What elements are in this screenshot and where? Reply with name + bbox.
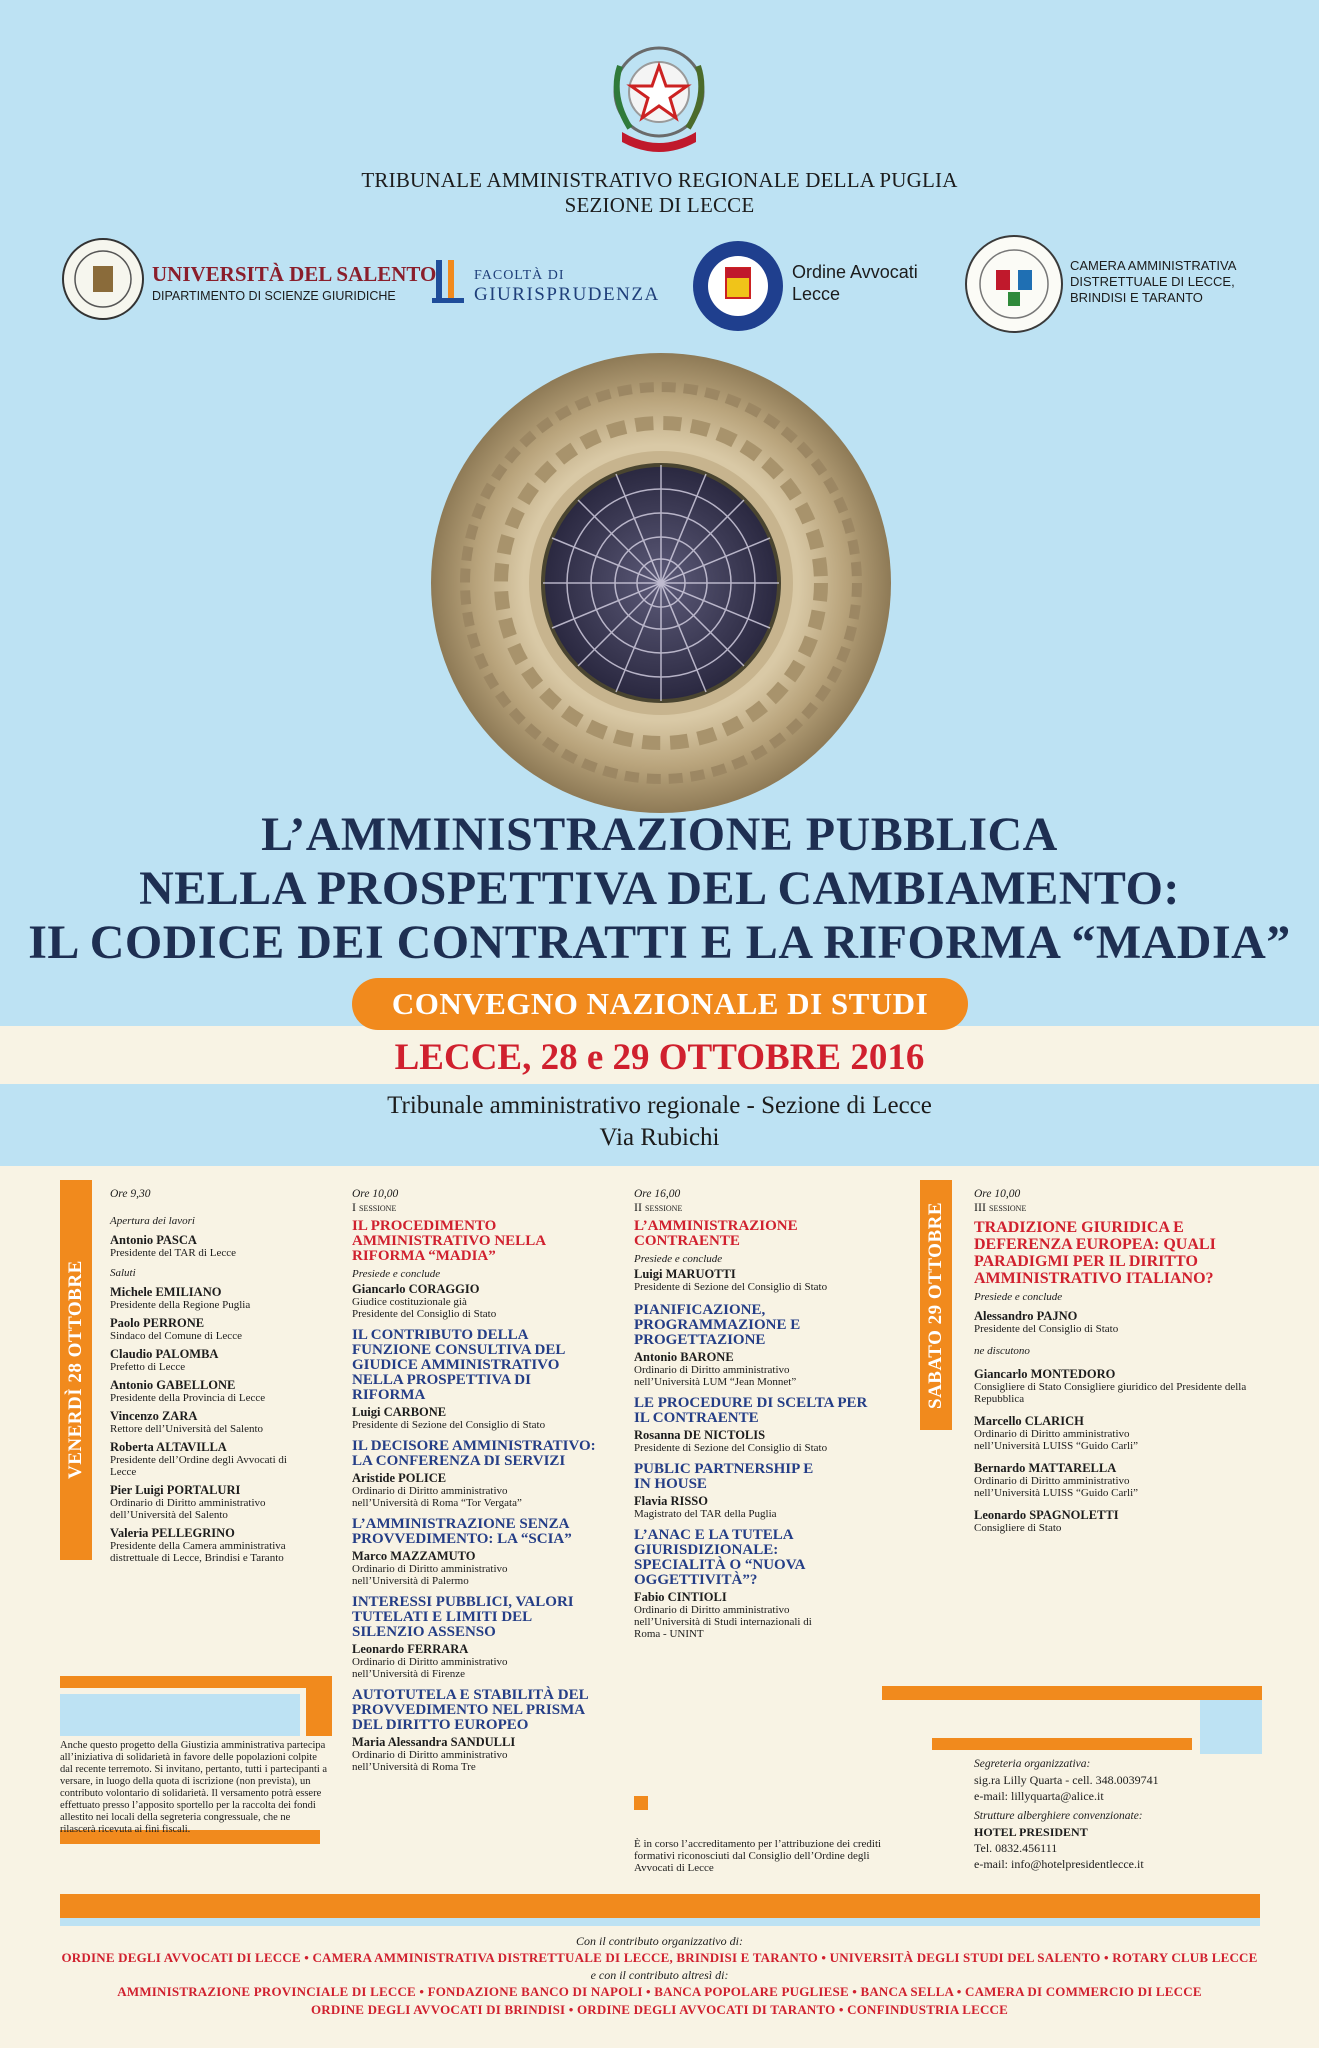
hotel-email: e-mail: info@hotelpresidentlecce.it <box>974 1857 1144 1871</box>
footer-org-label: Con il contributo organizzativo di: <box>576 1934 743 1948</box>
avvocati-city: Lecce <box>792 284 841 304</box>
facolta-name: GIURISPRUDENZA <box>474 284 660 305</box>
avvocati-seal-icon <box>690 238 786 334</box>
footer-contrib-line-1: AMMINISTRAZIONE PROVINCIALE DI LECCE • FONDAZIONE BANCO DI NAPOLI • BANCA POPOLARE PUGLIESE • BANCA SELLA • CAMERA DI COMMERCIO DI LECCE <box>117 1984 1202 1999</box>
footer-bar <box>60 1894 1260 1918</box>
talk-speaker: Fabio CINTIOLI <box>634 1590 727 1604</box>
divider-bar <box>306 1676 332 1736</box>
unisalento-name: UNIVERSITÀ DEL SALENTO <box>152 262 437 286</box>
speaker-role: Consigliere di Stato <box>974 1522 1062 1534</box>
session1-chair-role: Giudice costituzionale già Presidente del Consiglio di Stato <box>352 1296 497 1320</box>
session2-chair-role: Presidente di Sezione del Consiglio di Stato <box>634 1281 828 1293</box>
talk-speaker-role: Ordinario di Diritto amministrativo nell’Università di Firenze <box>352 1656 508 1680</box>
talk-speaker: Luigi CARBONE <box>352 1405 447 1419</box>
day2-session-title: TRADIZIONE GIURIDICA E DEFERENZA EUROPEA: QUALI PARADIGMI PER IL DIRITTO AMMINISTRATIVO ITALIANO? <box>974 1219 1216 1287</box>
day2-sidebar <box>920 1180 952 1430</box>
hotel-tel: Tel. 0832.456111 <box>974 1841 1058 1855</box>
venue-street: Via Rubichi <box>599 1124 720 1151</box>
talk-speaker-role: Ordinario di Diritto amministrativo nell’Università di Studi internazionali di Roma - UNINT <box>634 1604 812 1640</box>
footer-contrib-line-2: ORDINE DEGLI AVVOCATI DI BRINDISI • ORDINE DEGLI AVVOCATI DI TARANTO • CONFINDUSTRIA LECCE <box>310 2002 1009 2017</box>
camera-line3: BRINDISI E TARANTO <box>1070 290 1203 305</box>
rose-window-image <box>422 350 900 816</box>
speaker-name: Leonardo SPAGNOLETTI <box>974 1508 1119 1522</box>
footer-org-line: ORDINE DEGLI AVVOCATI DI LECCE • CAMERA AMMINISTRATIVA DISTRETTUALE DI LECCE, BRINDISI E TARANTO • UNIVERSITÀ DEGLI STUDI DEL SALENTO • ROTARY CLUB LECCE <box>61 1950 1258 1965</box>
divider-bar <box>1200 1700 1262 1754</box>
talk-speaker-role: Presidente di Sezione del Consiglio di Stato <box>352 1419 546 1431</box>
title-line-2: NELLA PROSPETTIVA DEL CAMBIAMENTO: <box>139 862 1180 915</box>
session1-chair-label: Presiede e conclude <box>352 1268 441 1280</box>
speaker-role: Presidente della Camera amministrativa distrettuale di Lecce, Brindisi e Taranto <box>110 1540 286 1564</box>
day2-chair-name: Alessandro PAJNO <box>974 1309 1078 1323</box>
divider-bar <box>882 1686 1262 1700</box>
speaker-role: Presidente della Provincia di Lecce <box>110 1392 266 1404</box>
unisalento-dept: DIPARTIMENTO DI SCIENZE GIURIDICHE <box>152 289 396 303</box>
talk-title: PIANIFICAZIONE, PROGRAMMAZIONE E PROGETTAZIONE <box>634 1302 801 1348</box>
talk-speaker: Antonio BARONE <box>634 1350 734 1364</box>
speaker-name: Marcello CLARICH <box>974 1414 1084 1428</box>
speaker-role: Prefetto di Lecce <box>110 1361 186 1373</box>
speaker-role: Ordinario di Diritto amministrativo dell’Università del Salento <box>110 1497 266 1521</box>
camera-line2: DISTRETTUALE DI LECCE, <box>1070 274 1235 289</box>
speaker-role: Consigliere di Stato Consigliere giuridico del Presidente della Repubblica <box>974 1381 1247 1405</box>
accreditation-note: È in corso l’accreditamento per l’attribuzione dei crediti formativi riconosciuti dal Consiglio dell’Ordine degli Avvocati di Lecce <box>634 1838 882 1874</box>
session2-chair-name: Luigi MARUOTTI <box>634 1267 736 1281</box>
camera-amministrativa-seal-icon <box>962 232 1066 336</box>
talk-speaker: Marco MAZZAMUTO <box>352 1549 476 1563</box>
unisalento-seal-icon <box>60 236 146 322</box>
divider-bar <box>932 1738 1192 1750</box>
talk-title: AUTOTUTELA E STABILITÀ DEL PROVVEDIMENTO NEL PRISMA DEL DIRITTO EUROPEO <box>352 1687 588 1733</box>
talk-title: IL CONTRIBUTO DELLA FUNZIONE CONSULTIVA DEL GIUDICE AMMINISTRATIVO NELLA PROSPETTIVA DI RIFORMA <box>352 1327 565 1403</box>
divider-bar <box>60 1676 332 1688</box>
talk-title: INTERESSI PUBBLICI, VALORI TUTELATI E LIMITI DEL SILENZIO ASSENSO <box>352 1594 574 1640</box>
day2-column <box>974 1188 1264 1534</box>
tar-section: SEZIONE DI LECCE <box>564 193 755 217</box>
day1-opening-label: Apertura dei lavori <box>110 1215 195 1227</box>
session2-chair-label: Presiede e conclude <box>634 1253 723 1265</box>
speaker-role: Sindaco del Comune di Lecce <box>110 1330 242 1342</box>
talk-speaker: Flavia RISSO <box>634 1494 708 1508</box>
speaker-role: Rettore dell’Università del Salento <box>110 1423 264 1435</box>
facolta-label: FACOLTÀ DI <box>474 268 565 283</box>
day1-greetings-label: Saluti <box>110 1267 136 1279</box>
session2-time: Ore 16,00 <box>634 1188 681 1200</box>
talk-speaker-role: Magistrato del TAR della Puglia <box>634 1508 777 1520</box>
day2-discuss-label: ne discutono <box>974 1345 1030 1357</box>
talk-speaker: Rosanna DE NICTOLIS <box>634 1428 766 1442</box>
talk-speaker-role: Ordinario di Diritto amministrativo nell’Università di Roma Tre <box>352 1749 508 1773</box>
title-line-1: L’AMMINISTRAZIONE PUBBLICA <box>261 808 1058 861</box>
speaker-name: Antonio GABELLONE <box>110 1378 236 1392</box>
session2-title: L’AMMINISTRAZIONE CONTRAENTE <box>634 1218 798 1249</box>
day2-chair-role: Presidente del Consiglio di Stato <box>974 1323 1119 1335</box>
day2-label: SABATO 29 OTTOBRE <box>925 1201 946 1409</box>
talk-speaker: Leonardo FERRARA <box>352 1642 469 1656</box>
talk-speaker-role: Ordinario di Diritto amministrativo nell’Università di Roma “Tor Vergata” <box>352 1485 522 1509</box>
hotel-label: Strutture alberghiere convenzionate: <box>974 1810 1143 1822</box>
day2-session-label: III sessione <box>974 1200 1027 1214</box>
footer-contrib-label: e con il contributo altresì di: <box>590 1968 729 1982</box>
speaker-name: Michele EMILIANO <box>110 1285 222 1299</box>
session2-column <box>634 1188 874 1640</box>
day1-chair-role: Presidente del TAR di Lecce <box>110 1247 236 1259</box>
talk-speaker-role: Ordinario di Diritto amministrativo nell’Università LUM “Jean Monnet” <box>634 1364 797 1388</box>
day1-chair-name: Antonio PASCA <box>110 1233 197 1247</box>
venue-name: Tribunale amministrativo regionale - Sezione di Lecce <box>387 1092 932 1119</box>
speaker-name: Vincenzo ZARA <box>110 1409 198 1423</box>
session1-time: Ore 10,00 <box>352 1188 399 1200</box>
talk-title: L’ANAC E LA TUTELA GIURISDIZIONALE: SPECIALITÀ O “NUOVA OGGETTIVITÀ”? <box>634 1527 805 1588</box>
secretariat-block <box>974 1756 1264 1872</box>
session2-label: II sessione <box>634 1200 683 1214</box>
day2-chair-label: Presiede e conclude <box>974 1291 1063 1303</box>
conference-title <box>0 808 1319 970</box>
accreditation-marker <box>634 1796 648 1810</box>
session1-label: I sessione <box>352 1200 397 1214</box>
avvocati-name: Ordine Avvocati <box>792 262 918 282</box>
speaker-role: Ordinario di Diritto amministrativo nell’Università LUISS “Guido Carli” <box>974 1428 1139 1452</box>
day1-label: VENERDÌ 28 OTTOBRE <box>65 1260 86 1480</box>
talk-title: IL DECISORE AMMINISTRATIVO: LA CONFERENZA DI SERVIZI <box>352 1438 596 1469</box>
day1-time: Ore 9,30 <box>110 1188 151 1200</box>
hotel-name: HOTEL PRESIDENT <box>974 1825 1088 1839</box>
day1-sidebar <box>60 1180 92 1560</box>
talk-speaker-role: Presidente di Sezione del Consiglio di Stato <box>634 1442 828 1454</box>
speaker-role: Presidente dell’Ordine degli Avvocati di Lecce <box>110 1454 287 1478</box>
talk-title: L’AMMINISTRAZIONE SENZA PROVVEDIMENTO: LA “SCIA” <box>352 1516 572 1547</box>
speaker-name: Roberta ALTAVILLA <box>110 1440 227 1454</box>
event-date: LECCE, 28 e 29 OTTOBRE 2016 <box>394 1037 925 1078</box>
day2-time: Ore 10,00 <box>974 1188 1021 1200</box>
secretariat-email: e-mail: lillyquarta@alice.it <box>974 1789 1104 1803</box>
italian-republic-emblem <box>600 36 718 154</box>
secretariat-contact: sig.ra Lilly Quarta - cell. 348.0039741 <box>974 1773 1159 1787</box>
solidarity-note: Anche questo progetto della Giustizia amministrativa partecipa all’iniziativa di solidarietà in favore delle popolazioni colpite dal recente terremoto. Si invitano, pertanto, tutti i partecipanti a versare, in luogo della quota di iscrizione (non prevista), un contributo volontario di solidarietà. Il versamento potrà essere effettuato presso l’apposito sportello per la raccolta dei fondi allestito nei locali della segreteria congressuale, che ne rilascerà ricevuta ai fini fiscali. <box>60 1740 328 1835</box>
title-line-3: IL CODICE DEI CONTRATTI E LA RIFORMA “MADIA” <box>28 916 1291 969</box>
facolta-logo-icon <box>432 256 468 306</box>
event-type-badge: CONVEGNO NAZIONALE DI STUDI <box>352 978 968 1030</box>
secretariat-label: Segreteria organizzativa: <box>974 1758 1091 1770</box>
speaker-name: Pier Luigi PORTALURI <box>110 1483 241 1497</box>
session1-chair-name: Giancarlo CORAGGIO <box>352 1282 480 1296</box>
speaker-name: Claudio PALOMBA <box>110 1347 219 1361</box>
talk-speaker: Maria Alessandra SANDULLI <box>352 1735 516 1749</box>
speaker-role: Ordinario di Diritto amministrativo nell’Università LUISS “Guido Carli” <box>974 1475 1139 1499</box>
tar-title: TRIBUNALE AMMINISTRATIVO REGIONALE DELLA PUGLIA <box>361 168 958 192</box>
event-venue <box>0 1090 1319 1154</box>
talk-title: LE PROCEDURE DI SCELTA PER IL CONTRAENTE <box>634 1395 868 1426</box>
talk-title: PUBLIC PARTNERSHIP E IN HOUSE <box>634 1461 814 1492</box>
speaker-name: Valeria PELLEGRINO <box>110 1526 235 1540</box>
footer-bar <box>60 1918 1260 1926</box>
day1-column <box>110 1188 330 1564</box>
camera-line1: CAMERA AMMINISTRATIVA <box>1070 258 1237 273</box>
speaker-role: Presidente della Regione Puglia <box>110 1299 251 1311</box>
session1-title: IL PROCEDIMENTO AMMINISTRATIVO NELLA RIFORMA “MADIA” <box>352 1218 546 1264</box>
speaker-name: Bernardo MATTARELLA <box>974 1461 1117 1475</box>
speaker-name: Paolo PERRONE <box>110 1316 205 1330</box>
session1-column <box>352 1188 600 1773</box>
talk-speaker-role: Ordinario di Diritto amministrativo nell’Università di Palermo <box>352 1563 508 1587</box>
speaker-name: Giancarlo MONTEDORO <box>974 1367 1116 1381</box>
talk-speaker: Aristide POLICE <box>352 1471 447 1485</box>
divider-bar <box>60 1694 300 1736</box>
